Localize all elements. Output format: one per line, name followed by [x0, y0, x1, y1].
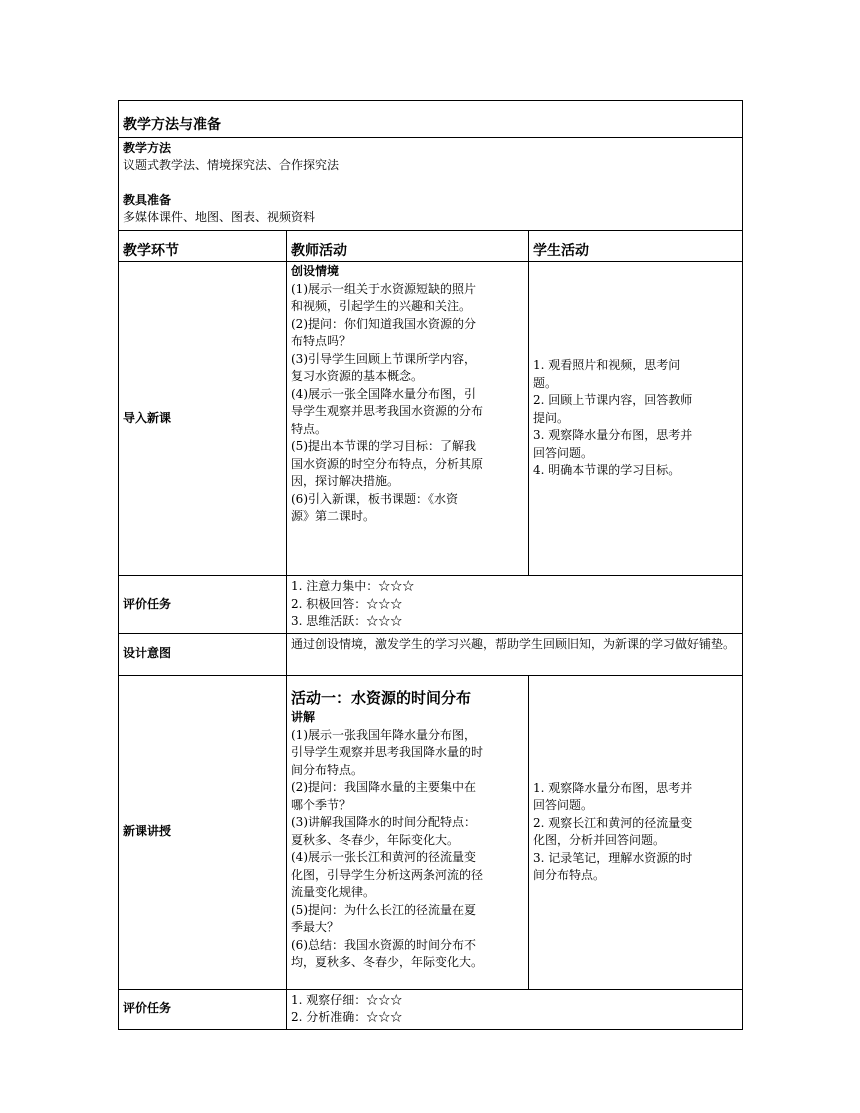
newlesson-label: 新课讲授: [119, 675, 287, 989]
eval-item: 3. 思维活跃：☆☆☆: [291, 614, 403, 628]
newlesson-teacher-sub: 讲解: [291, 710, 316, 724]
student-activity-line: 1. 观看照片和视频，思考问: [533, 358, 681, 373]
teacher-activity-line: 间分布特点。: [291, 762, 364, 777]
teacher-activity-line: (2)提问：你们知道我国水资源的分: [291, 316, 476, 331]
eval-item: 2. 积极回答：☆☆☆: [291, 596, 403, 611]
activity-title: 活动一：水资源的时间分布: [291, 688, 472, 707]
teacher-activity-line: (1)展示一组关于水资源短缺的照片: [291, 281, 476, 296]
intro-teacher-cell: [287, 262, 529, 576]
design-label: 设计意图: [119, 633, 287, 675]
student-activity-line: 4. 明确本节课的学习目标。: [533, 463, 681, 478]
teacher-activity-line: (2)提问：我国降水量的主要集中在: [291, 780, 476, 794]
student-activity-line: 3. 记录笔记，理解水资源的时: [533, 850, 693, 865]
lesson-plan-table: [118, 100, 743, 1030]
teacher-activity-line: 复习水资源的基本概念。: [291, 369, 424, 383]
design-text: 通过创设情境，激发学生的学习兴趣，帮助学生回顾旧知，为新课的学习做好铺垫。: [287, 633, 743, 675]
teacher-activity-line: 特点。: [291, 421, 328, 436]
col-header-stage: 教学环节: [119, 230, 287, 262]
newlesson-student-lines: [533, 780, 738, 885]
student-activity-line: 2. 观察长江和黄河的径流量变: [533, 815, 693, 830]
method-cell: [119, 137, 743, 230]
tools-text: 多媒体课件、地图、图表、视频资料: [123, 210, 316, 224]
student-activity-line: 题。: [533, 375, 558, 390]
teacher-activity-line: 流量变化规律。: [291, 885, 376, 899]
teacher-activity-line: 布特点吗？: [291, 334, 352, 348]
newlesson-student-cell: [529, 675, 743, 989]
teacher-activity-line: (1)展示一张我国年降水量分布图，: [291, 727, 476, 742]
student-activity-line: 提问。: [533, 410, 570, 425]
intro-teacher-lines: [291, 281, 524, 526]
eval2-items: [291, 992, 738, 1027]
intro-label: 导入新课: [119, 262, 287, 576]
teacher-activity-line: 化图，引导学生分析这两条河流的径: [291, 867, 484, 882]
teacher-activity-line: (5)提出本节课的学习目标：了解我: [291, 439, 476, 453]
eval1-items: [291, 578, 738, 631]
eval1-label: 评价任务: [119, 576, 287, 634]
method-text: 议题式教学法、情境探究法、合作探究法: [123, 158, 340, 172]
intro-student-cell: [529, 262, 743, 576]
student-activity-line: 1. 观察降水量分布图，思考并: [533, 780, 693, 795]
student-activity-line: 回答问题。: [533, 445, 594, 460]
student-activity-line: 2. 回顾上节课内容，回答教师: [533, 393, 693, 408]
eval-item: 1. 注意力集中：☆☆☆: [291, 579, 415, 593]
method-label: 教学方法: [123, 140, 172, 155]
teacher-activity-line: 和视频，引起学生的兴趣和关注。: [291, 299, 472, 313]
teacher-activity-line: 源》第二课时。: [291, 509, 376, 523]
teacher-activity-line: 国水资源的时空分布特点，分析其原: [291, 456, 484, 471]
student-activity-line: 回答问题。: [533, 798, 594, 812]
teacher-activity-line: 均，夏秋多、冬春少，年际变化大。: [291, 955, 484, 969]
intro-teacher-sub: 创设情境: [291, 264, 340, 278]
tools-label: 教具准备: [123, 192, 172, 207]
newlesson-teacher-lines: [291, 727, 524, 972]
eval-item: 2. 分析准确：☆☆☆: [291, 1010, 403, 1024]
eval-item: 1. 观察仔细：☆☆☆: [291, 992, 403, 1007]
eval2-cell: [287, 989, 743, 1029]
teacher-activity-line: 夏秋多、冬春少，年际变化大。: [291, 832, 460, 847]
teacher-activity-line: (4)展示一张全国降水量分布图，引: [291, 386, 476, 401]
student-activity-line: 化图，分析并回答问题。: [533, 833, 666, 847]
col-header-teacher: 教师活动: [287, 230, 529, 262]
student-activity-line: 间分布特点。: [533, 868, 606, 882]
teacher-activity-line: (6)总结：我国水资源的时间分布不: [291, 937, 476, 952]
intro-student-lines: [533, 357, 738, 480]
lesson-plan-page: [118, 100, 742, 1030]
teacher-activity-line: 导学生观察并思考我国水资源的分布: [291, 404, 484, 418]
col-header-student: 学生活动: [529, 230, 743, 262]
teacher-activity-line: 哪个季节？: [291, 797, 352, 812]
teacher-activity-line: (4)展示一张长江和黄河的径流量变: [291, 850, 476, 864]
section-title: 教学方法与准备: [119, 101, 743, 138]
newlesson-teacher-cell: [287, 675, 529, 989]
teacher-activity-line: (3)讲解我国降水的时间分配特点：: [291, 815, 476, 829]
teacher-activity-line: 引导学生观察并思考我国降水量的时: [291, 745, 484, 759]
teacher-activity-line: 季最大？: [291, 920, 340, 934]
teacher-activity-line: (6)引入新课，板书课题：《水资: [291, 491, 458, 506]
eval1-cell: [287, 576, 743, 634]
teacher-activity-line: (3)引导学生回顾上节课所学内容，: [291, 351, 476, 366]
eval2-label: 评价任务: [119, 989, 287, 1029]
teacher-activity-line: (5)提问：为什么长江的径流量在夏: [291, 902, 476, 917]
student-activity-line: 3. 观察降水量分布图，思考并: [533, 428, 693, 443]
teacher-activity-line: 因，探讨解决措施。: [291, 474, 400, 488]
